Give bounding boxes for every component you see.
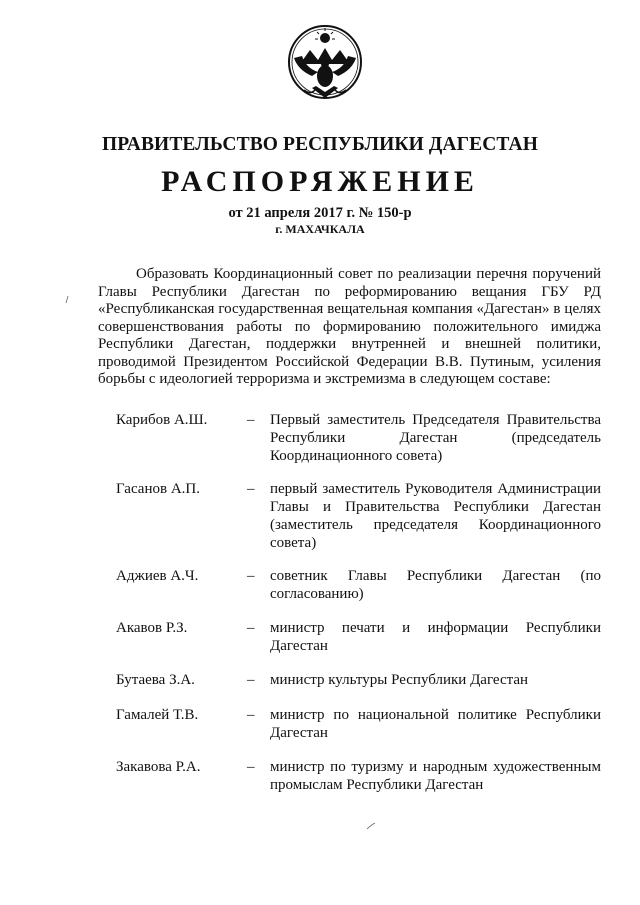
member-dash: – [247, 707, 255, 723]
member-name: Акавов Р.З. [116, 620, 188, 636]
order-paragraph: Образовать Координационный совет по реализации перечня поручений Главы Республики Дагестан по реформированию вещания ГБУ РД «Республиканская государственная вещательная компания «Дагестан» в целях совершенствования работы по формированию положительного имиджа Республики Дагестан, поддержки внутренней и внешней политики, проводимой Президентом Российской Федерации В.В. Путиным, усиления борьбы с идеологией терроризма и экстремизма в следующем составе: [98, 266, 601, 387]
member-dash: – [247, 672, 255, 688]
member-dash: – [247, 568, 255, 584]
member-role: первый заместитель Руководителя Администрации Главы и Правительства Республики Дагестан (заместитель председателя Координационного совета) [270, 481, 601, 551]
member-name: Гасанов А.П. [116, 481, 200, 497]
member-name: Карибов А.Ш. [116, 412, 208, 428]
scan-mark [366, 822, 376, 830]
member-role: министр печати и информации Республики Дагестан [270, 620, 601, 654]
member-role: советник Главы Республики Дагестан (по согласованию) [270, 568, 601, 602]
member-dash: – [247, 759, 255, 775]
member-role: министр по туризму и народным художественным промыслам Республики Дагестан [270, 759, 601, 793]
member-role: министр культуры Республики Дагестан [270, 672, 529, 688]
member-dash: – [247, 620, 255, 636]
member-name: Гамалей Т.В. [116, 707, 199, 723]
scan-mark [64, 296, 70, 304]
member-name: Закавова Р.А. [116, 759, 201, 775]
member-name: Аджиев А.Ч. [116, 568, 199, 584]
member-dash: – [247, 412, 255, 428]
government-title: ПРАВИТЕЛЬСТВО РЕСПУБЛИКИ ДАГЕСТАН [101, 134, 538, 155]
member-name: Бутаева З.А. [116, 672, 195, 688]
member-role: Первый заместитель Председателя Правительства Республики Дагестан (председатель Координационного совета) [270, 412, 601, 464]
member-role: министр по национальной политике Республики Дагестан [270, 707, 601, 741]
document-date: от 21 апреля 2017 г. № 150-р [228, 205, 412, 221]
document-type: РАСПОРЯЖЕНИЕ [161, 165, 479, 198]
member-dash: – [247, 481, 255, 497]
document-city: г. МАХАЧКАЛА [275, 222, 365, 236]
